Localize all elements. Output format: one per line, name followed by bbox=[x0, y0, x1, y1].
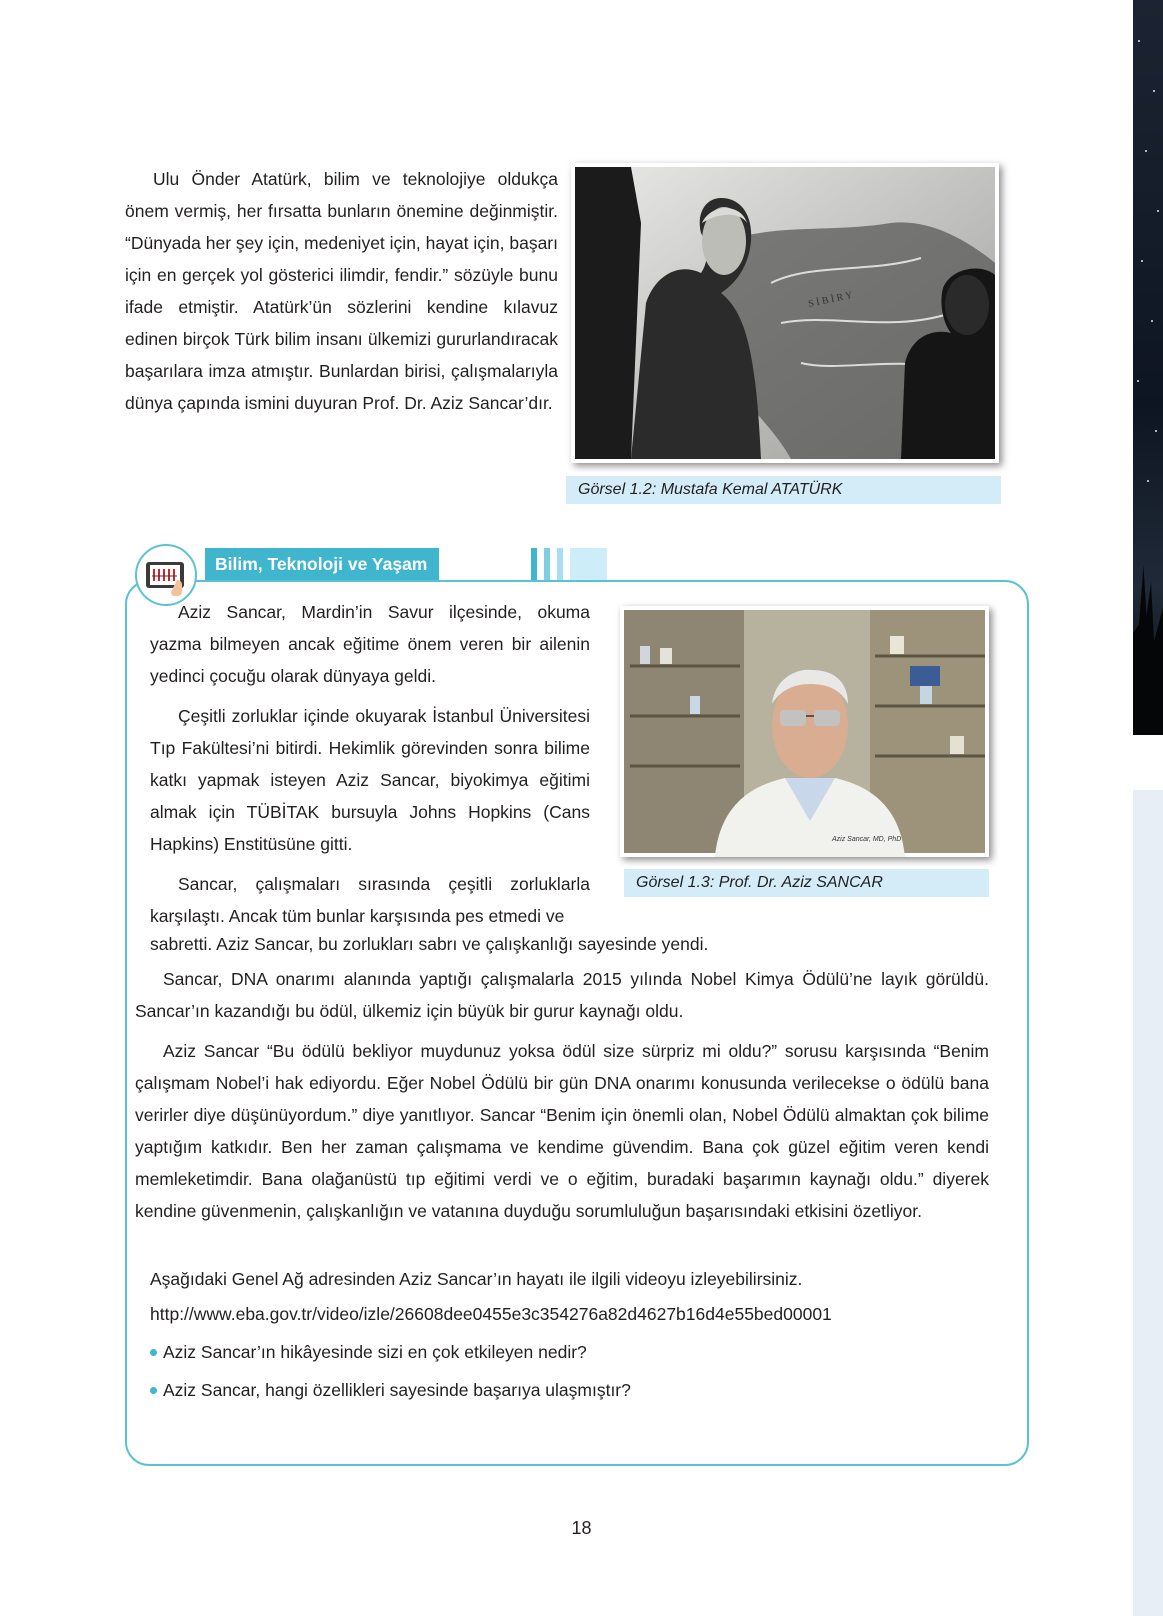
intro-paragraph: Ulu Önder Atatürk, bilim ve teknolojiye oldukça önem vermiş, her fırsatta bunların önemine değinmiştir. “Dünyada her şey için, medeniyet için, hayat için, başarı için en gerçek yol gösterici ilimdir, fendir.” sözüyle bunu ifade etmiştir. Atatürk’ün sözlerini kendine kılavuz edinen birçok Türk bilim insanı ülkemizi gururlandıracak başarılara imza atmıştır. Bunlardan birisi, çalışmalarıyla dünya çapında ismini duyuran Prof. Dr. Aziz Sancar’dır. bbox=[125, 169, 558, 413]
bullet-icon bbox=[150, 1387, 157, 1394]
side-decoration-pale bbox=[1133, 790, 1163, 1616]
figure-caption: Görsel 1.2: Mustafa Kemal ATATÜRK bbox=[566, 476, 1001, 504]
nobel-text bbox=[135, 963, 989, 1235]
ataturk-photo bbox=[571, 163, 999, 463]
paragraph-continuation: sabretti. Aziz Sancar, bu zorlukları sabrı ve çalışkanlığı sayesinde yendi. bbox=[150, 934, 709, 954]
figure-caption: Görsel 1.3: Prof. Dr. Aziz SANCAR bbox=[624, 869, 989, 897]
paragraph: Sancar, çalışmaları sırasında çeşitli zorluklarla karşılaştı. Ancak tüm bunlar karşısında pes etmedi ve bbox=[150, 874, 590, 926]
video-link[interactable]: http://www.eba.gov.tr/video/izle/26608dee0455e3c354276a82d4627b16d4e55bed00001 bbox=[150, 1304, 832, 1324]
question-item: Aziz Sancar’ın hikâyesinde sizi en çok etkileyen nedir? bbox=[150, 1336, 587, 1368]
paragraph: Çeşitli zorluklar içinde okuyarak İstanbul Üniversitesi Tıp Fakültesi’ni bitirdi. Hekimlik görevinden sonra bilime katkı yapmak isteyen Aziz Sancar, biyokimya eğitimi almak için TÜBİTAK bursuyla Johns Hopkins (Cans Hapkins) Enstitüsüne gitti. bbox=[150, 706, 590, 854]
paragraph: Aziz Sancar, Mardin’in Savur ilçesinde, okuma yazma bilmeyen ancak eğitime önem veren bir ailenin yedinci çocuğu olarak dünyaya geldi. bbox=[150, 602, 590, 686]
question-item: Aziz Sancar, hangi özellikleri sayesinde başarıya ulaşmıştır? bbox=[150, 1374, 631, 1406]
coat-name-label: Aziz Sancar, MD, PhD bbox=[832, 836, 902, 843]
aziz-sancar-photo bbox=[620, 606, 989, 857]
paragraph: Sancar, DNA onarımı alanında yaptığı çalışmalarla 2015 yılında Nobel Kimya Ödülü’ne layık görüldü. Sancar’ın kazandığı bu ödül, ülkemiz için büyük bir gurur kaynağı oldu. bbox=[135, 969, 989, 1021]
bullet-icon bbox=[150, 1349, 157, 1356]
biography-text bbox=[150, 596, 590, 932]
section-title: Bilim, Teknoloji ve Yaşam bbox=[205, 548, 439, 580]
paragraph: Aziz Sancar “Bu ödülü bekliyor muydunuz yoksa ödül size sürpriz mi oldu?” sorusu karşısında “Benim çalışmam Nobel’i hak ediyordu. Eğer Nobel Ödülü bir gün DNA onarımı konusunda verilecekse o ödülü bana verirler diye düşünüyordum.” diye yanıtlıyor. Sancar “Benim için önemli olan, Nobel Ödülü almaktan çok bilime yaptığım katkıdır. Ben her zaman çalışmama ve kendime güvendim. Bana çok güzel eğitim veren kendi memleketimdir. Bana olağanüstü tıp eğitimi verdi ve o eğitim, buradaki başarımın kaynağı oldu.” diyerek kendine güvenmenin, çalışkanlığın ve vatanına duyduğu sorumluluğun başarısındaki etkisini özetliyor. bbox=[135, 1041, 989, 1221]
section-title-tab bbox=[205, 548, 607, 580]
page-number: 18 bbox=[571, 1518, 592, 1538]
side-decoration-night bbox=[1133, 0, 1163, 735]
map-label: S İ B İ R Y bbox=[807, 289, 854, 310]
video-intro: Aşağıdaki Genel Ağ adresinden Aziz Sancar’ın hayatı ile ilgili videoyu izleyebilirsiniz. bbox=[150, 1269, 803, 1289]
